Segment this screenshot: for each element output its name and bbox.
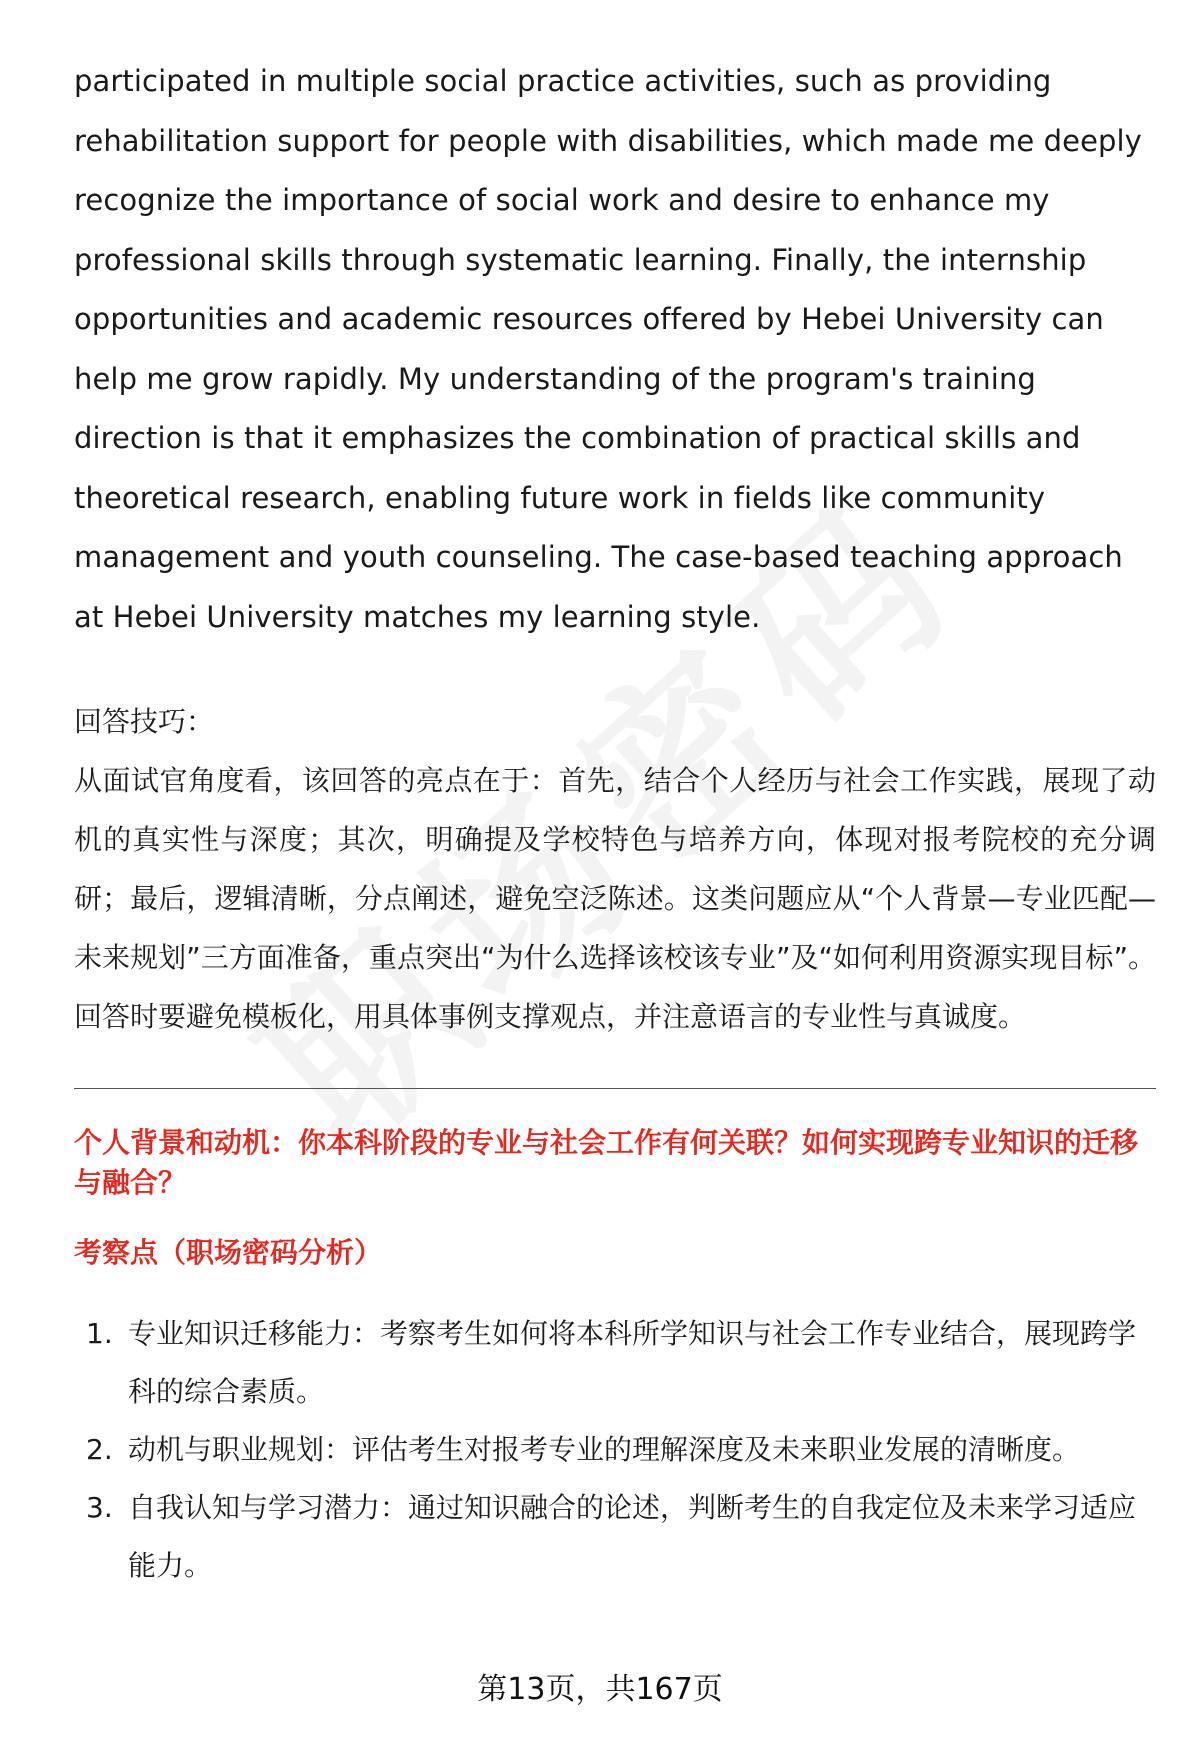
list-item bbox=[74, 1479, 1156, 1595]
list-item-text: 动机与职业规划：评估考生对报考专业的理解深度及未来职业发展的清晰度。 bbox=[128, 1433, 1081, 1466]
question-heading: 个人背景和动机：你本科阶段的专业与社会工作有何关联？如何实现跨专业知识的迁移与融合？ bbox=[74, 1126, 1139, 1199]
list-item-number: 2. bbox=[86, 1433, 113, 1466]
assessment-subheading: 考察点（职场密码分析） bbox=[74, 1236, 383, 1269]
body-paragraph: participated in multiple social practice activities, such as providing rehabilitation support for people with disabilities, which made me deeply recognize the importance of social work and desire to enhance my professional skills through systematic learning. Finally, the internship opportunities and academic resources offered by Hebei University can help me grow rapidly. My understanding of the program's training direction is that it emphasizes the combination of practical skills and theoretical research, enabling future work in fields like community management and youth counseling. The case-based teaching approach at Hebei University matches my learning style. bbox=[74, 64, 1142, 634]
tips-text: 从面试官角度看，该回答的亮点在于：首先，结合个人经历与社会工作实践，展现了动机的真实性与深度；其次，明确提及学校特色与培养方向，体现对报考院校的充分调研；最后，逻辑清晰，分点阐述，避免空泛陈述。这类问题应从“个人背景—专业匹配—未来规划”三方面准备，重点突出“为什么选择该校该专业”及“如何利用资源实现目标”。回答时要避免模板化，用具体事例支撑观点，并注意语言的专业性与真诚度。 bbox=[74, 764, 1156, 1033]
list-item bbox=[74, 1421, 1156, 1479]
section-divider bbox=[74, 1088, 1156, 1089]
assessment-points-list bbox=[74, 1305, 1156, 1595]
tips-label: 回答技巧： bbox=[74, 705, 215, 738]
page-number: 第13页，共167页 bbox=[477, 1672, 723, 1707]
list-item bbox=[74, 1305, 1156, 1421]
list-item-text: 自我认知与学习潜力：通过知识融合的论述，判断考生的自我定位及未来学习适应能力。 bbox=[128, 1491, 1137, 1582]
list-item-number: 1. bbox=[86, 1317, 113, 1350]
list-item-number: 3. bbox=[86, 1491, 113, 1524]
list-item-text: 专业知识迁移能力：考察考生如何将本科所学知识与社会工作专业结合，展现跨学科的综合素质。 bbox=[128, 1317, 1137, 1408]
page-content bbox=[74, 52, 1156, 1595]
